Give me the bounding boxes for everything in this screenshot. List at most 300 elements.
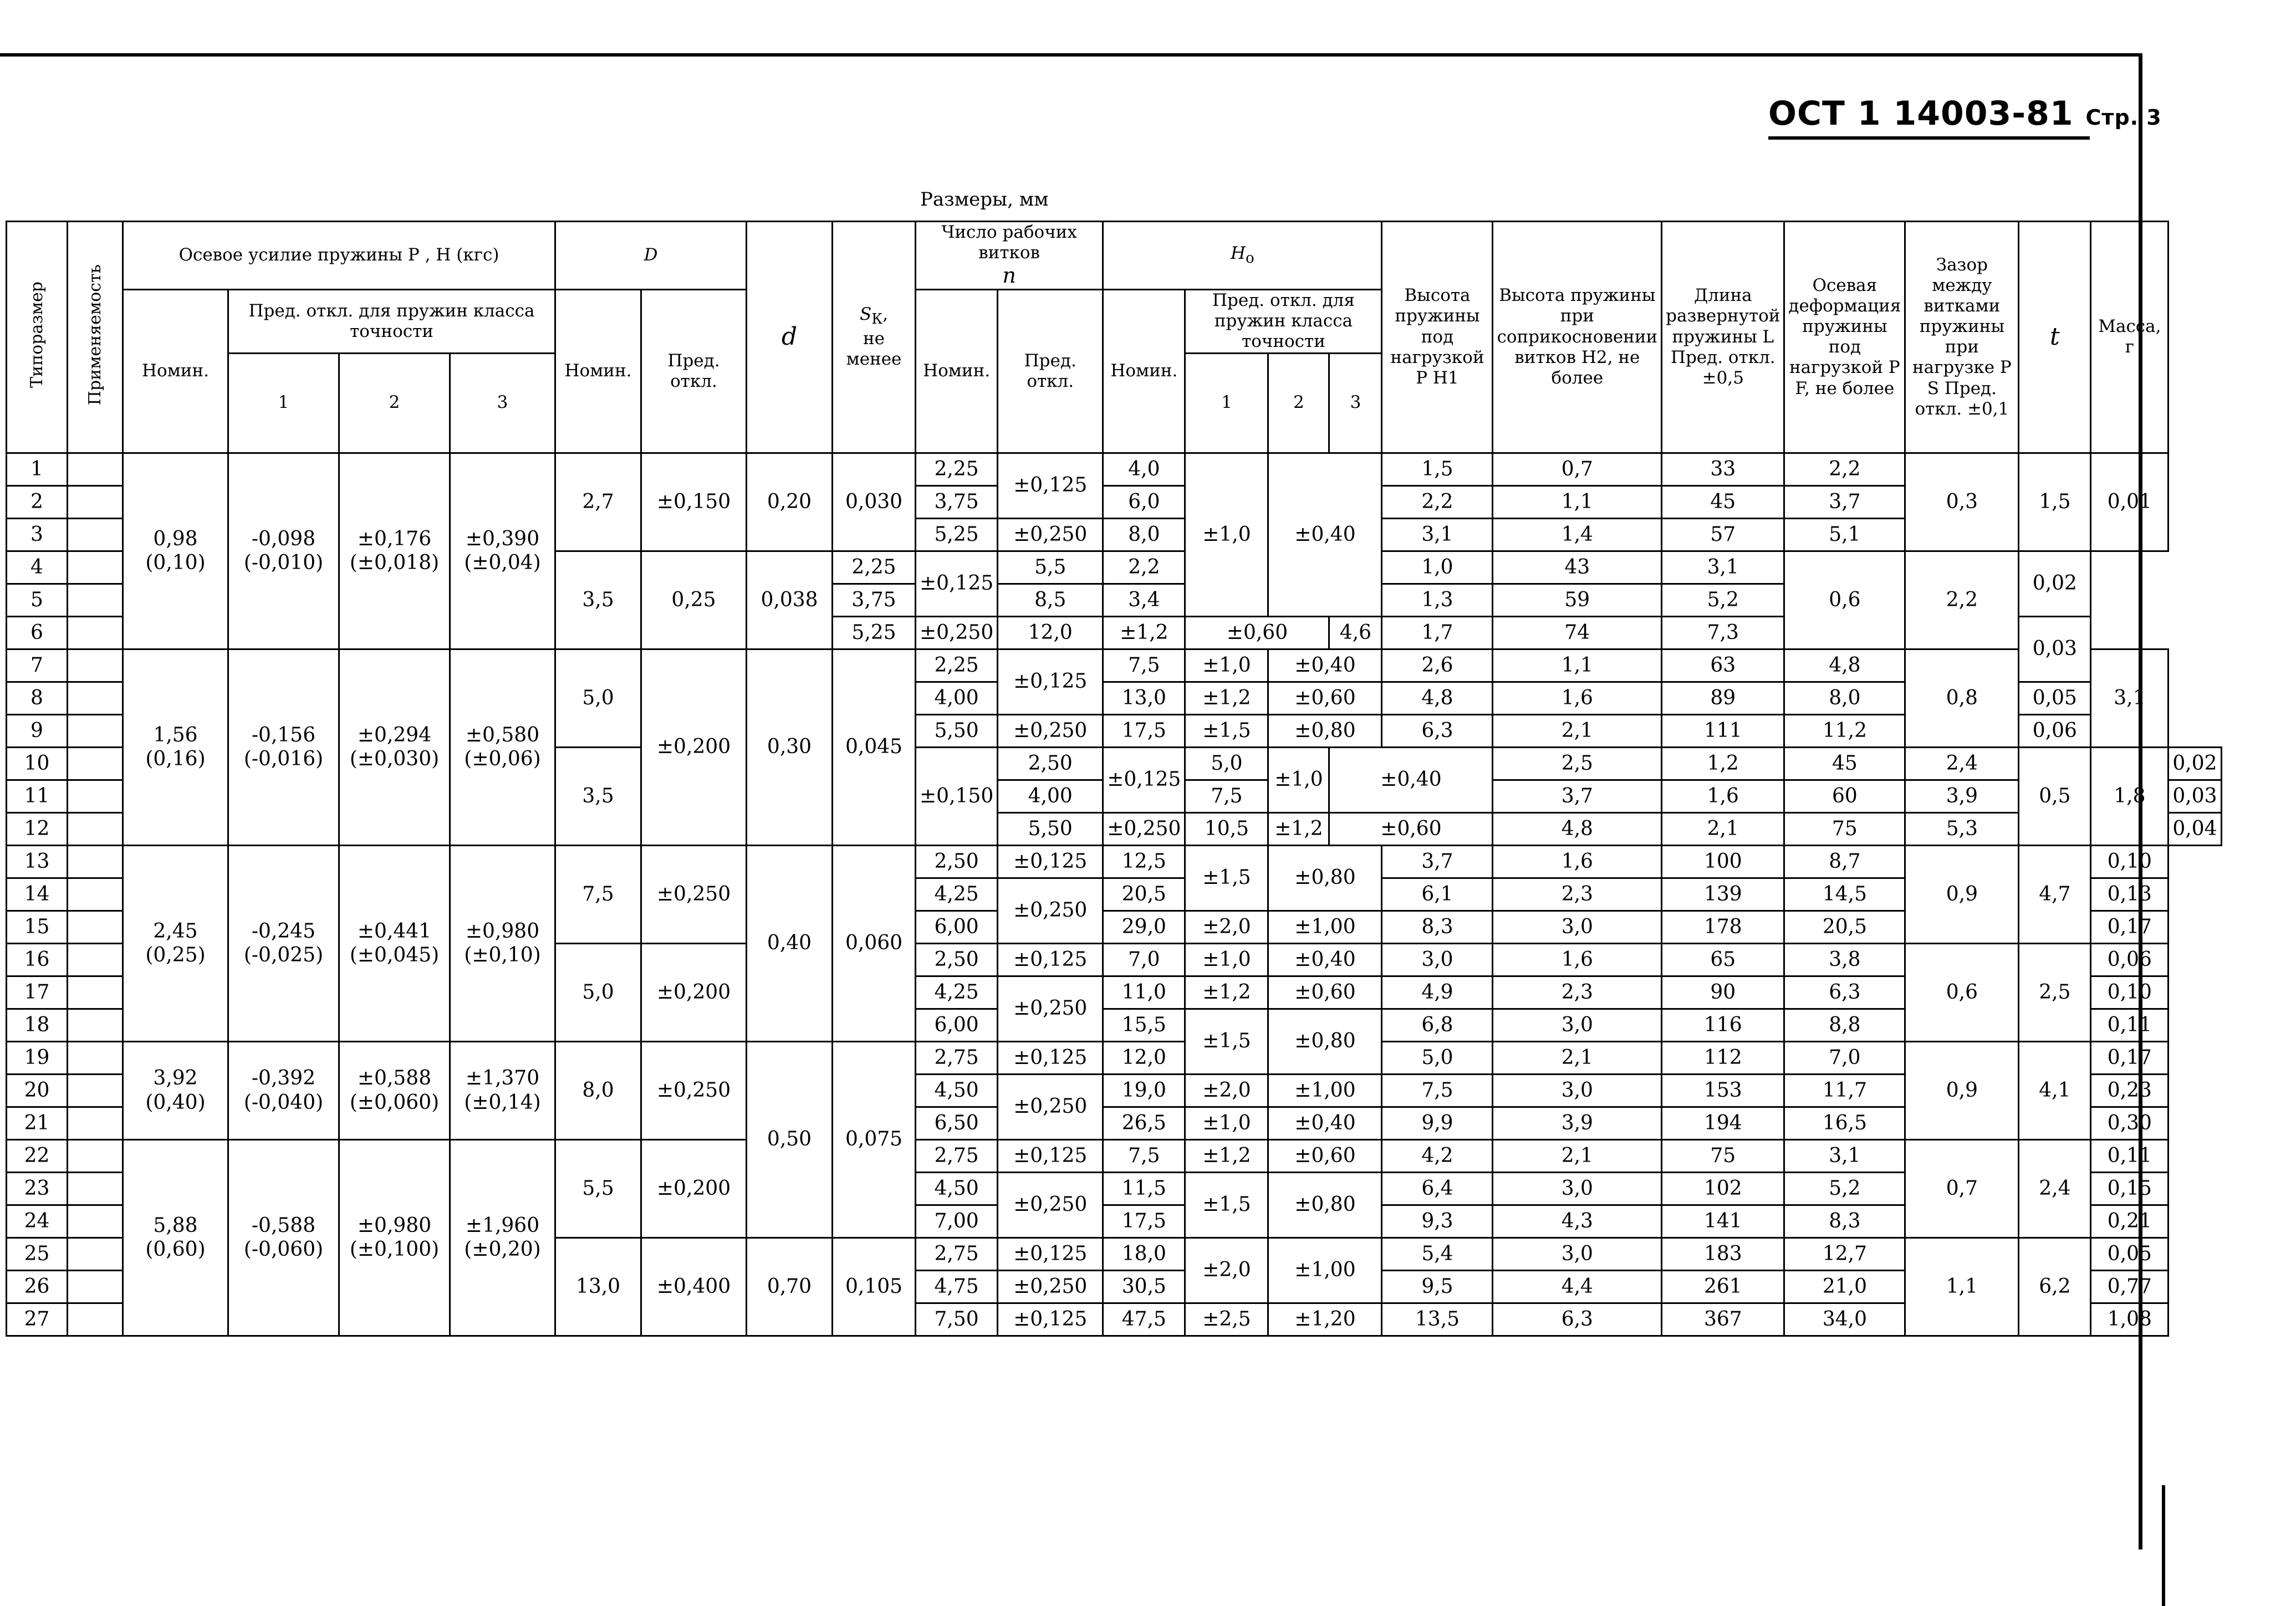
F-value: 8,8 — [1784, 1009, 1905, 1041]
force-nominal — [123, 453, 228, 649]
H0-tol-class-1: ±2,5 — [1185, 1303, 1268, 1336]
H0-tol-class-2-3: ±1,00 — [1268, 1237, 1382, 1303]
force-tol-class-2 — [339, 453, 450, 649]
header-sk: $S_К$, не менее — [833, 222, 916, 453]
H1-value: 9,5 — [1382, 1270, 1493, 1303]
row-index: 12 — [7, 812, 68, 845]
H0-nominal: 47,5 — [1103, 1303, 1185, 1336]
applicability-cell — [68, 453, 123, 485]
header-H0: $H_о$ — [1103, 222, 1382, 290]
H0-tol-class-1: ±2,0 — [1185, 1074, 1268, 1107]
H0-tol-class-2-3: ±0,60 — [1329, 812, 1493, 845]
H0-tol-class-1: ±1,5 — [1185, 1172, 1268, 1237]
H1-value: 3,4 — [1103, 584, 1185, 616]
applicability-cell — [68, 485, 123, 518]
H1-value: 8,3 — [1382, 911, 1493, 943]
header-H0-class-3: 3 — [1329, 353, 1382, 453]
mass-value: 0,15 — [2091, 1172, 2169, 1205]
gap-S: 0,6 — [1784, 551, 1905, 649]
mass-value: 0,03 — [2169, 780, 2221, 812]
n-nominal: 4,25 — [916, 878, 998, 911]
mass-value: 0,04 — [2169, 812, 2221, 845]
row-index: 26 — [7, 1270, 68, 1303]
H1-value: 4,9 — [1382, 976, 1493, 1009]
table-row — [7, 845, 2222, 878]
row-index: 16 — [7, 943, 68, 976]
pitch-t: 3,1 — [2091, 649, 2169, 747]
D-nominal: 2,7 — [555, 453, 641, 551]
pitch-t: 4,7 — [2019, 845, 2091, 943]
table-body — [7, 453, 2222, 1336]
applicability-cell — [68, 1270, 123, 1303]
F-value: 3,1 — [1784, 1139, 1905, 1172]
H2-value: 3,0 — [1493, 1009, 1662, 1041]
n-nominal: 4,00 — [998, 780, 1103, 812]
H0-nominal: 19,0 — [1103, 1074, 1185, 1107]
L-value: 74 — [1493, 616, 1662, 649]
F-value: 7,0 — [1784, 1041, 1905, 1074]
force-nominal-kgs: (0,60) — [145, 1238, 206, 1261]
H2-value: 1,4 — [1493, 518, 1662, 551]
H0-nominal: 6,0 — [1103, 485, 1185, 518]
n-nominal: 2,75 — [916, 1237, 998, 1270]
F-value: 14,5 — [1784, 878, 1905, 911]
row-index: 25 — [7, 1237, 68, 1270]
L-value: 261 — [1662, 1270, 1784, 1303]
H0-tol-class-1: ±1,2 — [1268, 812, 1329, 845]
sk-value: 0,030 — [833, 453, 916, 551]
H0-nominal: 15,5 — [1103, 1009, 1185, 1041]
L-value: 45 — [1662, 485, 1784, 518]
row-index: 20 — [7, 1074, 68, 1107]
F-value: 6,3 — [1784, 976, 1905, 1009]
mass-value: 0,02 — [2019, 551, 2091, 616]
D-nominal: 5,0 — [555, 943, 641, 1041]
header-d: d — [747, 222, 833, 453]
F-value: 5,2 — [1784, 1172, 1905, 1205]
mass-value: 0,11 — [2091, 1009, 2169, 1041]
force-nominal-kgs: (0,25) — [145, 944, 206, 967]
n-nominal: 2,50 — [916, 845, 998, 878]
header-L: Длина развернутой пружины L Пред. откл. ±0,5 — [1662, 222, 1784, 453]
H1-value: 7,5 — [1382, 1074, 1493, 1107]
force-tol-class-3-value: ±0,390 — [465, 527, 540, 550]
n-nominal: 7,00 — [916, 1205, 998, 1237]
H1-value: 4,6 — [1329, 616, 1382, 649]
H0-tol-class-1: ±1,2 — [1185, 682, 1268, 714]
pitch-t: 6,2 — [2019, 1237, 2091, 1336]
H0-tol-class-2-3: ±1,20 — [1268, 1303, 1382, 1336]
L-value: 111 — [1662, 714, 1784, 747]
H1-value: 9,3 — [1382, 1205, 1493, 1237]
row-index: 5 — [7, 584, 68, 616]
gap-S: 0,8 — [1905, 649, 2019, 747]
table-caption: Размеры, мм — [920, 188, 1049, 211]
applicability-cell — [68, 1237, 123, 1270]
applicability-cell — [68, 845, 123, 878]
mass-value: 0,23 — [2091, 1074, 2169, 1107]
L-value: 367 — [1662, 1303, 1784, 1336]
force-tol-class-1-kgs: (-0,060) — [243, 1238, 324, 1261]
H0-nominal: 10,5 — [1185, 812, 1268, 845]
header-D-nom: Номин. — [555, 289, 641, 453]
H1-value: 3,7 — [1493, 780, 1662, 812]
sk-value: 0,045 — [833, 649, 916, 845]
n-tolerance: ±0,125 — [1103, 747, 1185, 812]
force-tol-class-3-kgs: (±0,10) — [464, 944, 541, 967]
H2-value: 3,0 — [1493, 1237, 1662, 1270]
H0-tol-class-2-3: ±0,80 — [1268, 1009, 1382, 1074]
H1-value: 9,9 — [1382, 1107, 1493, 1139]
H0-tol-class-2-3: ±0,40 — [1268, 943, 1382, 976]
H0-tol-class-1: ±1,2 — [1185, 976, 1268, 1009]
H0-nominal: 7,5 — [1103, 649, 1185, 682]
H0-tol-class-2-3: ±0,60 — [1268, 976, 1382, 1009]
H1-value: 3,1 — [1382, 518, 1493, 551]
n-tolerance: ±0,250 — [998, 518, 1103, 551]
F-value: 8,7 — [1784, 845, 1905, 878]
H2-value: 4,3 — [1493, 1205, 1662, 1237]
force-tol-class-1-value: -0,245 — [251, 919, 316, 943]
table-row — [7, 453, 2222, 485]
D-nominal: 3,5 — [555, 747, 641, 845]
applicability-cell — [68, 812, 123, 845]
n-tolerance: ±0,250 — [998, 1172, 1103, 1237]
force-tol-class-2-kgs: (±0,018) — [349, 551, 440, 575]
applicability-cell — [68, 1205, 123, 1237]
H1-value: 6,3 — [1382, 714, 1493, 747]
n-nominal: 4,75 — [916, 1270, 998, 1303]
H0-nominal: 13,0 — [1103, 682, 1185, 714]
H0-nominal: 20,5 — [1103, 878, 1185, 911]
force-nominal-kgs: (0,10) — [145, 551, 206, 575]
gap-S: 0,9 — [1905, 1041, 2019, 1139]
H0-tol-class-1: ±2,0 — [1185, 1237, 1268, 1303]
applicability-cell — [68, 976, 123, 1009]
header-H0-class-1: 1 — [1185, 353, 1268, 453]
pitch-t: 2,4 — [2019, 1139, 2091, 1237]
wire-diameter: 0,25 — [641, 551, 747, 649]
row-index: 27 — [7, 1303, 68, 1336]
H0-tol-class-1: ±1,5 — [1185, 1009, 1268, 1074]
n-tolerance: ±0,250 — [998, 714, 1103, 747]
header-n-nom: Номин. — [916, 289, 998, 453]
pitch-t: 2,5 — [2019, 943, 2091, 1041]
force-tol-class-1 — [228, 649, 339, 845]
H0-nominal: 18,0 — [1103, 1237, 1185, 1270]
n-nominal: 5,25 — [833, 616, 916, 649]
H0-tol-class-1: ±1,5 — [1185, 714, 1268, 747]
force-tol-class-3 — [450, 453, 555, 649]
sk-value: 0,075 — [833, 1041, 916, 1237]
applicability-cell — [68, 878, 123, 911]
n-tolerance: ±0,250 — [998, 976, 1103, 1041]
force-tol-class-2-value: ±0,588 — [357, 1067, 432, 1090]
D-nominal: 13,0 — [555, 1237, 641, 1336]
applicability-cell — [68, 911, 123, 943]
force-tol-class-2-kgs: (±0,045) — [349, 944, 440, 967]
applicability-cell — [68, 518, 123, 551]
n-tolerance: ±0,250 — [998, 878, 1103, 943]
n-tolerance: ±0,125 — [998, 1139, 1103, 1172]
H2-value: 1,6 — [1493, 682, 1662, 714]
force-nominal — [123, 845, 228, 1041]
L-value: 153 — [1662, 1074, 1784, 1107]
applicability-cell — [68, 780, 123, 812]
header-n: Число рабочих витков n — [916, 222, 1103, 290]
header-force-class-3: 3 — [450, 353, 555, 453]
header-n-tol: Пред. откл. — [998, 289, 1103, 453]
force-tol-class-3 — [450, 649, 555, 845]
applicability-cell — [68, 1074, 123, 1107]
force-tol-class-2 — [339, 845, 450, 1041]
H0-tol-class-2-3: ±0,60 — [1185, 616, 1329, 649]
H0-tol-class-2-3: ±1,00 — [1268, 1074, 1382, 1107]
n-nominal: 2,50 — [998, 747, 1103, 780]
F-value: 11,7 — [1784, 1074, 1905, 1107]
H2-value: 1,1 — [1493, 485, 1662, 518]
pitch-t: 4,1 — [2019, 1041, 2091, 1139]
L-value: 141 — [1662, 1205, 1784, 1237]
H2-value: 4,4 — [1493, 1270, 1662, 1303]
H0-tol-class-2-3: ±0,60 — [1268, 682, 1382, 714]
H2-value: 1,3 — [1382, 584, 1493, 616]
header-mass: Масса, г — [2091, 222, 2169, 453]
row-index: 11 — [7, 780, 68, 812]
row-index: 23 — [7, 1172, 68, 1205]
applicability-cell — [68, 1303, 123, 1336]
n-nominal: 4,50 — [916, 1074, 998, 1107]
F-value: 3,1 — [1662, 551, 1784, 584]
H1-value: 2,2 — [1103, 551, 1185, 584]
force-nominal-value: 1,56 — [153, 723, 198, 746]
D-nominal: 5,5 — [555, 1139, 641, 1237]
header-D-tol: Пред. откл. — [641, 289, 747, 453]
force-tol-class-3-kgs: (±0,14) — [464, 1091, 541, 1114]
L-value: 89 — [1662, 682, 1784, 714]
D-nominal: 5,0 — [555, 649, 641, 747]
H0-nominal: 4,0 — [1103, 453, 1185, 485]
force-tol-class-2-kgs: (±0,100) — [349, 1238, 440, 1261]
applicability-cell — [68, 714, 123, 747]
page-number: Стр. 3 — [2085, 105, 2162, 130]
L-value: 90 — [1662, 976, 1784, 1009]
row-index: 3 — [7, 518, 68, 551]
force-nominal — [123, 1041, 228, 1139]
H0-nominal: 26,5 — [1103, 1107, 1185, 1139]
mass-value: 0,06 — [2091, 943, 2169, 976]
header-H0-class-2: 2 — [1268, 353, 1329, 453]
force-nominal-kgs: (0,40) — [145, 1091, 206, 1114]
force-tol-class-2 — [339, 1139, 450, 1336]
H0-nominal: 17,5 — [1103, 1205, 1185, 1237]
F-value: 4,8 — [1784, 649, 1905, 682]
applicability-cell — [68, 943, 123, 976]
L-value: 102 — [1662, 1172, 1784, 1205]
applicability-cell — [68, 1041, 123, 1074]
mass-value: 0,77 — [2091, 1270, 2169, 1303]
gap-S: 0,5 — [2019, 747, 2091, 845]
H1-value: 4,8 — [1382, 682, 1493, 714]
wire-diameter: 0,50 — [747, 1041, 833, 1237]
wire-diameter: 0,70 — [747, 1237, 833, 1336]
document-code-text: ОСТ 1 14003-81 — [1768, 94, 2074, 133]
row-index: 24 — [7, 1205, 68, 1237]
force-tol-class-1-kgs: (-0,040) — [243, 1091, 324, 1114]
H0-nominal: 30,5 — [1103, 1270, 1185, 1303]
header-H0-tol: Пред. откл. для пружин класса точности — [1185, 289, 1382, 353]
D-tolerance: ±0,200 — [641, 1139, 747, 1237]
H0-tol-class-1: ±1,2 — [1185, 1139, 1268, 1172]
applicability-cell — [68, 682, 123, 714]
n-tolerance: ±0,250 — [916, 616, 998, 649]
H0-tol-class-2-3: ±1,00 — [1268, 911, 1382, 943]
force-nominal-value: 3,92 — [153, 1067, 198, 1090]
H0-nominal: 11,0 — [1103, 976, 1185, 1009]
n-nominal: 6,50 — [916, 1107, 998, 1139]
n-tolerance: ±0,125 — [998, 1041, 1103, 1074]
H2-value: 3,0 — [1493, 1172, 1662, 1205]
header-F: Осевая деформация пружины под нагрузкой P F, не более — [1784, 222, 1905, 453]
row-index: 21 — [7, 1107, 68, 1139]
F-value: 5,3 — [1905, 812, 2019, 845]
H0-tol-class-1: ±1,0 — [1185, 453, 1268, 616]
H0-tol-class-2-3: ±0,40 — [1329, 747, 1493, 812]
H2-value: 2,1 — [1493, 1041, 1662, 1074]
force-tol-class-1 — [228, 1139, 339, 1336]
applicability-cell — [68, 584, 123, 616]
L-value: 100 — [1662, 845, 1784, 878]
H0-tol-class-2-3: ±0,60 — [1268, 1139, 1382, 1172]
row-index: 22 — [7, 1139, 68, 1172]
H1-value: 6,8 — [1382, 1009, 1493, 1041]
H1-value: 2,5 — [1493, 747, 1662, 780]
H2-value: 2,1 — [1662, 812, 1784, 845]
pitch-t: 1,8 — [2091, 747, 2169, 845]
row-index: 10 — [7, 747, 68, 780]
row-index: 17 — [7, 976, 68, 1009]
sk-value: 0,105 — [833, 1237, 916, 1336]
header-S: Зазор между витками пружины при нагрузке P S Пред. откл. ±0,1 — [1905, 222, 2019, 453]
header-force: Осевое усилие пружины P , Н (кгс) — [123, 222, 555, 290]
H0-nominal: 17,5 — [1103, 714, 1185, 747]
L-value: 112 — [1662, 1041, 1784, 1074]
L-value: 75 — [1784, 812, 1905, 845]
L-value: 116 — [1662, 1009, 1784, 1041]
force-tol-class-2-value: ±0,441 — [357, 919, 432, 943]
H0-nominal: 8,5 — [998, 584, 1103, 616]
force-tol-class-3-value: ±0,980 — [465, 919, 540, 943]
force-tol-class-1-kgs: (-0,010) — [243, 551, 324, 575]
H0-tol-class-1: ±1,0 — [1185, 943, 1268, 976]
mass-value: 0,17 — [2091, 1041, 2169, 1074]
force-tol-class-2-value: ±0,980 — [357, 1214, 432, 1237]
force-tol-class-3 — [450, 1041, 555, 1139]
gap-S: 0,6 — [1905, 943, 2019, 1041]
row-index: 6 — [7, 616, 68, 649]
H1-value: 2,2 — [1382, 485, 1493, 518]
mass-value: 0,21 — [2091, 1205, 2169, 1237]
wire-diameter: 0,20 — [747, 453, 833, 551]
mass-value: 0,05 — [2091, 1237, 2169, 1270]
D-tolerance: ±0,200 — [641, 649, 747, 845]
H2-value: 2,3 — [1493, 878, 1662, 911]
force-nominal-value: 5,88 — [153, 1214, 198, 1237]
H2-value: 1,2 — [1662, 747, 1784, 780]
table-row — [7, 1139, 2222, 1172]
applicability-cell — [68, 1139, 123, 1172]
H1-value: 4,8 — [1493, 812, 1662, 845]
H2-value: 1,7 — [1382, 616, 1493, 649]
force-tol-class-1-value: -0,588 — [251, 1214, 316, 1237]
L-value: 75 — [1662, 1139, 1784, 1172]
H1-value: 4,2 — [1382, 1139, 1493, 1172]
header-force-tol: Пред. откл. для пружин класса точности — [228, 289, 555, 353]
L-value: 45 — [1784, 747, 1905, 780]
H2-value: 0,7 — [1493, 453, 1662, 485]
H0-tol-class-2-3: ±0,80 — [1268, 1172, 1382, 1237]
D-tolerance: ±0,150 — [641, 453, 747, 551]
force-nominal-value: 2,45 — [153, 919, 198, 943]
force-tol-class-3-kgs: (±0,04) — [464, 551, 541, 575]
mass-value: 0,06 — [2019, 714, 2091, 747]
H1-value: 1,5 — [1382, 453, 1493, 485]
row-index: 13 — [7, 845, 68, 878]
H2-value: 1,0 — [1382, 551, 1493, 584]
force-tol-class-1 — [228, 1041, 339, 1139]
n-tolerance: ±0,125 — [998, 649, 1103, 714]
H0-nominal: 5,0 — [1185, 747, 1268, 780]
header-applicability: Применяемость — [68, 222, 123, 453]
applicability-cell — [68, 1009, 123, 1041]
n-nominal: 2,75 — [916, 1139, 998, 1172]
n-nominal: 6,00 — [916, 1009, 998, 1041]
force-tol-class-2-value: ±0,176 — [357, 527, 432, 550]
force-tol-class-2 — [339, 1041, 450, 1139]
F-value: 34,0 — [1784, 1303, 1905, 1336]
H2-value: 2,1 — [1493, 714, 1662, 747]
sk-value: 0,060 — [833, 845, 916, 1041]
F-value: 21,0 — [1784, 1270, 1905, 1303]
gap-S: 1,1 — [1905, 1237, 2019, 1336]
H0-nominal: 5,5 — [998, 551, 1103, 584]
D-nominal: 7,5 — [555, 845, 641, 943]
mass-value: 0,11 — [2091, 1139, 2169, 1172]
mass-value: 0,10 — [2091, 845, 2169, 878]
row-index: 18 — [7, 1009, 68, 1041]
H0-nominal: 29,0 — [1103, 911, 1185, 943]
gap-S: 0,9 — [1905, 845, 2019, 943]
H2-value: 3,0 — [1493, 1074, 1662, 1107]
n-nominal: 7,50 — [916, 1303, 998, 1336]
n-nominal: 5,50 — [916, 714, 998, 747]
document-code — [1768, 94, 2162, 140]
H0-nominal: 12,0 — [998, 616, 1103, 649]
n-nominal: 6,00 — [916, 911, 998, 943]
n-nominal: 5,25 — [916, 518, 998, 551]
force-tol-class-1-kgs: (-0,025) — [243, 944, 324, 967]
n-tolerance: ±0,125 — [916, 551, 998, 616]
force-tol-class-1-value: -0,098 — [251, 527, 316, 550]
mass-value: 1,08 — [2091, 1303, 2169, 1336]
L-value: 60 — [1784, 780, 1905, 812]
n-tolerance: ±0,125 — [998, 1237, 1103, 1270]
H0-tol-class-2-3: ±0,40 — [1268, 453, 1382, 616]
F-value: 8,3 — [1784, 1205, 1905, 1237]
F-value: 3,9 — [1905, 780, 2019, 812]
F-value: 2,4 — [1905, 747, 2019, 780]
D-tolerance: ±0,250 — [641, 1041, 747, 1139]
